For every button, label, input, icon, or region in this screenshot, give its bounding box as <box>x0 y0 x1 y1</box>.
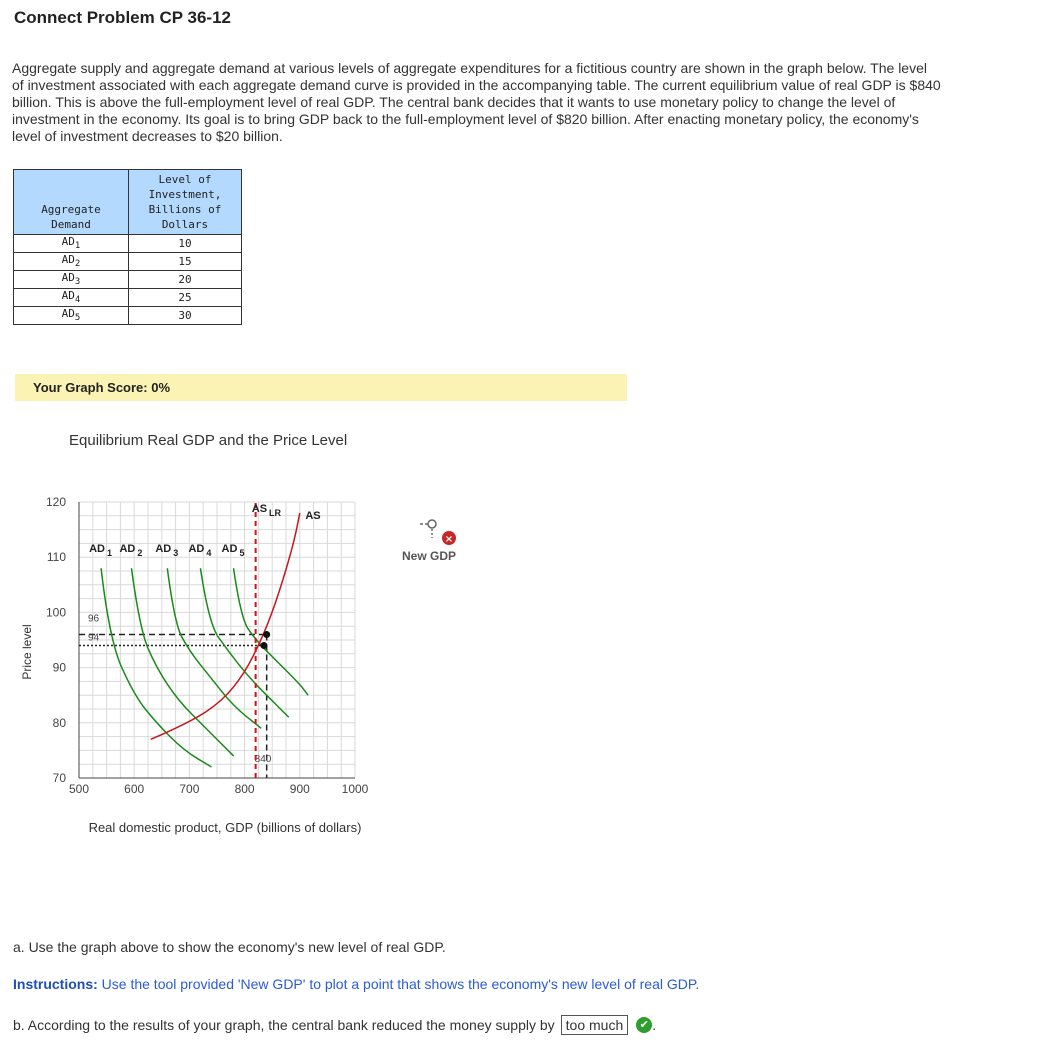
curve-label-ad1: AD $_1$ <box>89 543 112 558</box>
curve-label-ad3: AD $_3$ <box>155 543 179 558</box>
curve-label-ad5: AD $_5$ <box>221 543 245 558</box>
table-header-ad: Aggregate Demand <box>14 170 129 235</box>
problem-intro: Aggregate supply and aggregate demand at various levels of aggregate expenditures for a fictitious country are shown in the graph below. The level of investment associated with each aggregate demand curve is provided in the accompanying table. The current equilibrium value of real GDP is $840 billion. This is above the full-employment level of real GDP. The central bank decides that it wants to use monetary policy to change the level of investment in the economy. Its goal is to bring GDP back to the full-employment level of $820 billion. After enacting monetary policy, the economy's level of investment decreases to $20 billion. <box>12 60 941 144</box>
curve-ad3 <box>167 568 261 728</box>
curve-label-as: AS <box>305 510 321 522</box>
new-gdp-tool-label[interactable]: New GDP <box>402 549 457 563</box>
table-header-investment: Level of Investment, Billions of Dollars <box>129 170 242 235</box>
table-row: $AD_2$ 15 <box>14 253 242 271</box>
x-tick-label: 500 <box>68 782 90 796</box>
y-tick-label: 110 <box>46 550 66 565</box>
x-tick-label: 800 <box>234 782 255 796</box>
table-row: $AD_5$ 30 <box>14 307 242 325</box>
table-row: $AD_4$ 25 <box>14 289 242 307</box>
instructions: Instructions: Use the tool provided 'New GDP' to plot a point that shows the economy's new level of real GDP. <box>13 976 700 992</box>
curve-label-ad2: AD $_2$ <box>119 543 143 558</box>
correct-check-icon: ✔ <box>636 1017 652 1033</box>
table-row: $AD_3$ 20 <box>14 271 242 289</box>
page-title: Connect Problem CP 36-12 <box>14 8 231 27</box>
x-tick-label: 600 <box>124 782 145 796</box>
point-ad5-as <box>263 631 270 638</box>
x-axis-label: Real domestic product, GDP (billions of dollars) <box>88 820 362 835</box>
ref-label-96: 96 <box>88 613 100 625</box>
curve-label-aslr: AS $_{LR}$ <box>251 503 282 518</box>
point-fullemp <box>260 642 267 649</box>
x-tick-label: 700 <box>179 782 200 796</box>
answer-dropdown[interactable]: too much <box>561 1015 629 1035</box>
graph-score-banner: Your Graph Score: 0% <box>15 374 627 401</box>
ref-label-94: 94 <box>88 632 100 644</box>
curve-ad2 <box>131 568 233 756</box>
question-a: a. Use the graph above to show the economy's new level of real GDP. <box>13 939 446 955</box>
x-tick-label: 900 <box>289 782 310 796</box>
y-tick-label: 100 <box>45 605 66 620</box>
svg-text:×: × <box>444 534 454 545</box>
question-b: b. According to the results of your graph, the central bank reduced the money supply by too much ✔ . <box>13 1017 657 1033</box>
y-tick-label: 90 <box>52 660 66 675</box>
x-tick-label: 1000 <box>341 782 369 796</box>
chart-title: Equilibrium Real GDP and the Price Level <box>69 432 348 449</box>
y-tick-label: 70 <box>52 771 66 785</box>
curve-label-ad4: AD $_4$ <box>188 543 212 558</box>
table-row: $AD_1$ 10 <box>14 235 242 253</box>
y-axis-label: Price level <box>20 624 34 680</box>
y-tick-label: 80 <box>52 715 66 730</box>
ref-label-840: 840 <box>254 754 272 765</box>
y-tick-label: 120 <box>45 495 66 509</box>
